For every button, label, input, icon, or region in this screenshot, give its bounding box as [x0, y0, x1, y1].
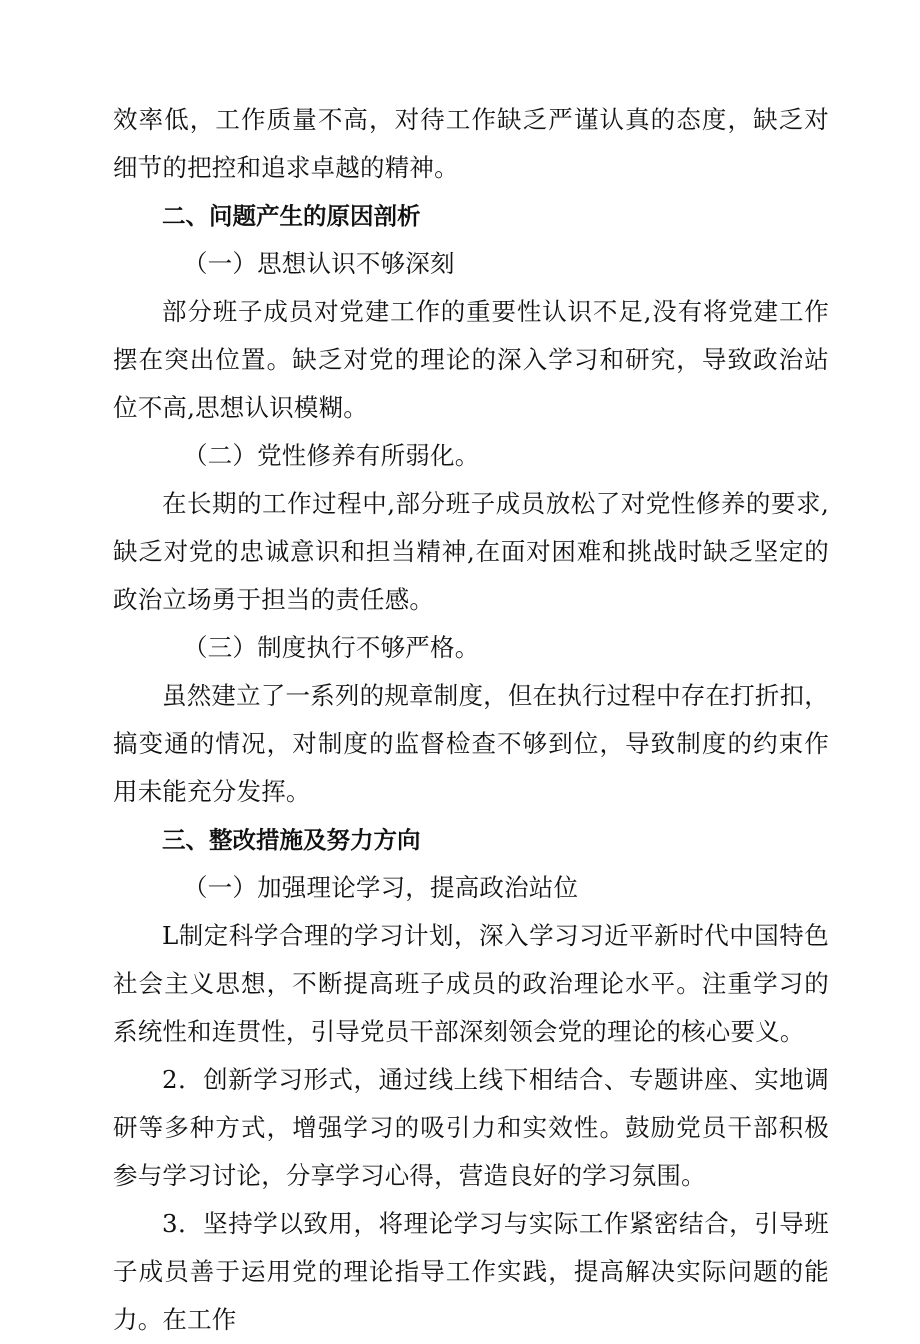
- subheading-3-1: （一）加强理论学习，提高政治站位: [183, 873, 579, 902]
- section-heading-2: 二、问题产生的原因剖析: [162, 202, 421, 230]
- list-item-1: L制定科学合理的学习计划，深入学习习近平新时代中国特色社会主义思想，不断提高班子成员的政治理论水平。注重学习的系统性和连贯性，引导党员干部深刻领会党的理论的核心要义。: [113, 921, 829, 1046]
- subheading-2-3: （三）制度执行不够严格。: [183, 633, 480, 662]
- paragraph-2-1: 部分班子成员对党建工作的重要性认识不足,没有将党建工作摆在突出位置。缺乏对党的理论的深入学习和研究，导致政治站位不高,思想认识模糊。: [113, 297, 829, 422]
- list-item-3: 3．坚持学以致用，将理论学习与实际工作紧密结合，引导班子成员善于运用党的理论指导工作实践，提高解决实际问题的能力。在工作: [113, 1209, 829, 1334]
- subheading-2-2: （二）党性修养有所弱化。: [183, 441, 480, 470]
- list-item-2: 2．创新学习形式，通过线上线下相结合、专题讲座、实地调研等多种方式，增强学习的吸引力和实效性。鼓励党员干部积极参与学习讨论，分享学习心得，营造良好的学习氛围。: [113, 1065, 829, 1190]
- paragraph-continuation: 效率低，工作质量不高，对待工作缺乏严谨认真的态度，缺乏对细节的把控和追求卓越的精神。: [113, 105, 829, 182]
- document-body: [113, 96, 829, 1344]
- paragraph-2-3: 虽然建立了一系列的规章制度，但在执行过程中存在打折扣，搞变通的情况，对制度的监督检查不够到位，导致制度的约束作用未能充分发挥。: [113, 681, 829, 806]
- section-heading-3: 三、整改措施及努力方向: [162, 826, 421, 854]
- subheading-2-1: （一）思想认识不够深刻: [183, 249, 455, 278]
- paragraph-2-2: 在长期的工作过程中,部分班子成员放松了对党性修养的要求,缺乏对党的忠诚意识和担当精神,在面对困难和挑战时缺乏坚定的政治立场勇于担当的责任感。: [113, 489, 829, 614]
